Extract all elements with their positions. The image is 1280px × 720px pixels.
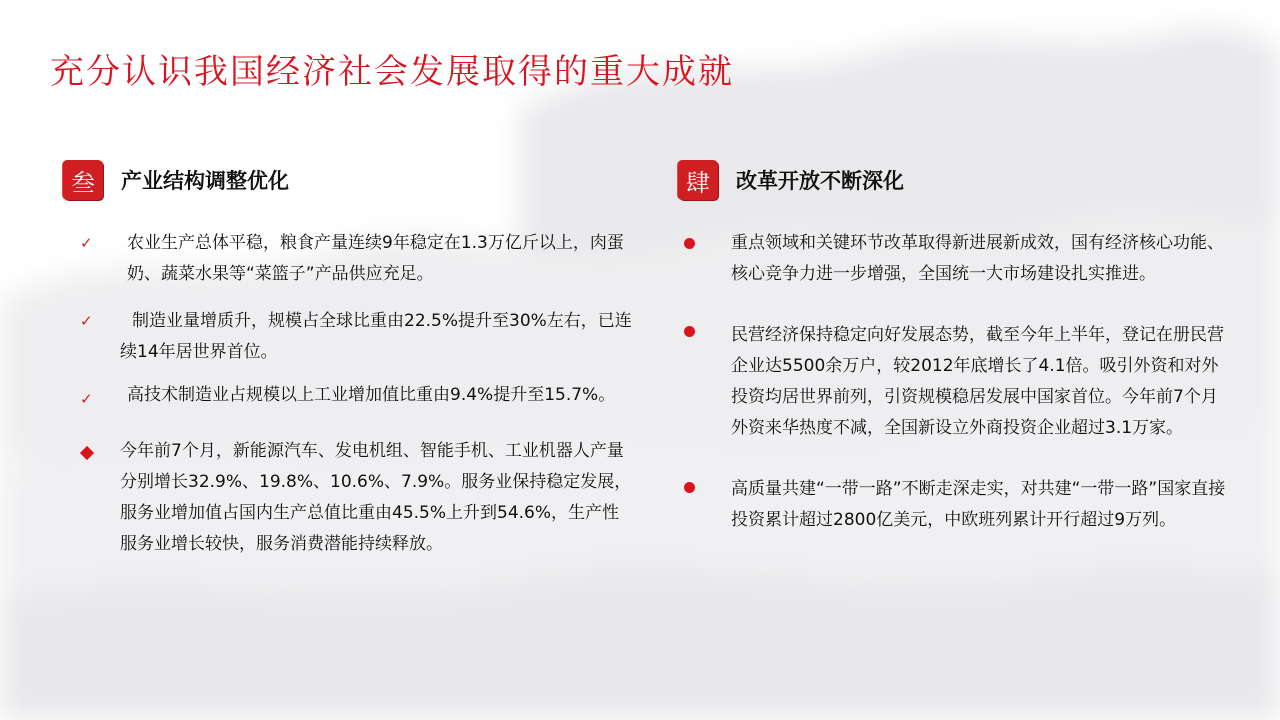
left-section-heading: 产业结构调整优化 (121, 169, 289, 193)
left-diamond-item: 今年前7个月，新能源汽车、发电机组、智能手机、工业机器人产量分别增长32.9%、19.8%、10.6%、7.9%。服务业保持稳定发展，服务业增加值占国内生产总值比重由45.5%上升到54.6%，生产性服务业增长较快，服务消费潜能持续释放。 (120, 441, 632, 554)
dot-bullet-icon (684, 238, 695, 249)
right-section-heading: 改革开放不断深化 (736, 169, 904, 193)
right-item: 重点领域和关键环节改革取得新进展新成效，国有经济核心功能、核心竞争力进一步增强，全国统一大市场建设扎实推进。 (731, 233, 1224, 284)
diamond-bullet-icon (80, 446, 94, 460)
left-check-item: 制造业量增质升，规模占全球比重由22.5%提升至30%左右，已连续14年居世界首位。 (120, 311, 632, 362)
left-section-header (63, 160, 289, 200)
right-item: 民营经济保持稳定向好发展态势，截至今年上半年，登记在册民营企业达5500余万户，较2012年底增长了4.1倍。吸引外资和对外投资均居世界前列，引资规模稳居发展中国家首位。今年前7个月外资来华热度不减，全国新设立外商投资企业超过3.1万家。 (731, 325, 1224, 438)
left-check-item: 高技术制造业占规模以上工业增加值比重由9.4%提升至15.7%。 (127, 385, 616, 405)
check-icon: ✓ (80, 234, 93, 252)
check-icon: ✓ (80, 390, 93, 408)
seal-san-icon: 叁 (63, 160, 103, 200)
seal-si-icon: 肆 (678, 160, 718, 200)
dot-bullet-icon (684, 482, 695, 493)
check-icon: ✓ (80, 312, 93, 330)
left-check-item: 农业生产总体平稳，粮食产量连续9年稳定在1.3万亿斤以上，肉蛋奶、蔬菜水果等“菜篮子”产品供应充足。 (127, 233, 624, 284)
right-section-header (678, 160, 904, 200)
right-item: 高质量共建“一带一路”不断走深走实，对共建“一带一路”国家直接投资累计超过2800亿美元，中欧班列累计开行超过9万列。 (731, 479, 1226, 530)
page-title: 充分认识我国经济社会发展取得的重大成就 (50, 52, 734, 92)
dot-bullet-icon (684, 326, 695, 337)
